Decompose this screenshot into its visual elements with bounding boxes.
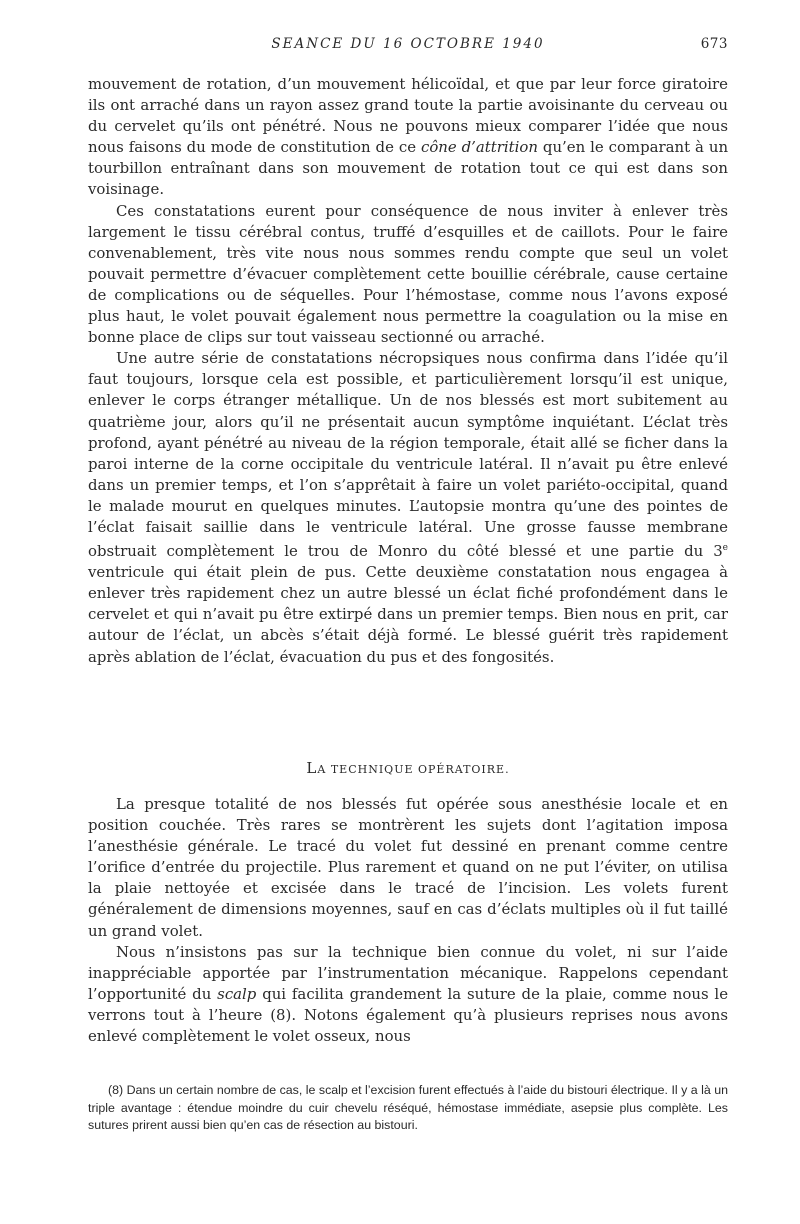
section-title-initial: L (306, 759, 318, 777)
page-number: 673 (700, 36, 728, 52)
footnote (88, 1082, 728, 1135)
header-title: SEANCE DU 16 OCTOBRE 1940 (271, 36, 545, 52)
italic-term: scalp (217, 984, 257, 1003)
paragraph-text: ventricule qui était plein de pus. Cette deuxième constatation nous engagea à enlever très rapidement chez un autre blessé un éclat fiché profondément dans le cervelet et qui n’avait pu être extirpé dans un premier temps. Bien nous en prit, car autour de l’éclat, un abcès s’était déjà formé. Le blessé guérit très rapidement après ablation de l’éclat, évacuation du pus et des fongosités. (88, 563, 728, 666)
paragraph: Ces constatations eurent pour conséquence de nous inviter à enlever très largement le tissu cérébral contus, truffé d’esquilles et de caillots. Pour le faire convenablement, très vite nous nous sommes rendu compte que seul un volet pouvait permettre d’évacuer complètement cette bouillie cérébrale, cause certaine de complications ou de séquelles. Pour l’hémostase, comme nous l’avons exposé plus haut, le volet pouvait également nous permettre la coagulation ou la mise en bonne place de clips sur tout vaisseau sectionné ou arraché. (88, 201, 728, 347)
running-header (88, 36, 728, 56)
paragraph-text: qui facilita grandement la suture de la plaie, comme nous le verrons tout à l’heure (8). Notons également qu’à plusieurs reprises nous avons enlevé complètement le volet osseux, nous (88, 984, 729, 1046)
italic-term: cône d’attrition (420, 138, 538, 157)
paragraph-text: Une autre série de constatations nécropsiques nous confirma dans l’idée qu’il faut toujours, lorsque cela est possible, et particulièrement lorsqu’il est unique, enlever le corps étranger métallique. Un de nos blessés est mort subitement au quatrième jour, alors qu’il ne présentait aucun symptôme inquiétant. L’éclat très profond, ayant pénétré au niveau de la région temporale, était allé se ficher dans la paroi interne de la corne occipitale du ventricule latéral. Il n’avait pu être enlevé dans un premier temps, et l’on s’apprêtait à faire un volet pariéto-occipital, quand le malade mourut en quelques minutes. L’autopsie montra qu’une des pointes de l’éclat faisait saillie dans le ventricule latéral. Une grosse fausse membrane obstruait complètement le trou de Monro du côté blessé et une partie du 3 (88, 349, 728, 561)
body-text-upper (88, 74, 728, 668)
paragraph-text: mouvement de rotation, d’un mouvement hélicoïdal, et que par leur force giratoire ils ont arraché dans un rayon assez grand toute la partie avoisinante du cerveau ou du cervelet qu’ils ont pénétré. Nous ne pouvons mieux comparer l’idée que nous nous faisons du mode de constitution de ce (88, 75, 728, 157)
section-title (88, 759, 728, 777)
paragraph-text: Nous n’insistons pas sur la technique bien connue du volet, ni sur l’aide inappréciable apportée par l’instrumentation mécanique. Rappelons cependant l’opportunité du (88, 942, 728, 1003)
section-title-rest: A TECHNIQUE OPÉRATOIRE. (317, 763, 510, 776)
footnote-text: (8) Dans un certain nombre de cas, le scalp et l’excision furent effectués à l’aide du bistouri électrique. Il y a là un triple avantage : étendue moindre du cuir chevelu réséqué, hémostase immédiate, asepsie plus complète. Les sutures prirent aussi bien qu’en cas de résection au bistouri. (88, 1083, 728, 1133)
paragraph (88, 348, 728, 667)
paragraph: La presque totalité de nos blessés fut opérée sous anesthésie locale et en position couchée. Très rares se montrèrent les sujets dont l’agitation imposa l’anesthésie générale. Le tracé du volet fut dessiné en prenant comme centre l’orifice d’entrée du projectile. Plus rarement et quand on ne put l’éviter, on utilisa la plaie nettoyée et excisée dans le tracé de l’incision. Les volets furent généralement de dimensions moyennes, sauf en cas d’éclats multiples où il fut taillé un grand volet. (88, 795, 728, 940)
paragraph-text: qu’en le comparant à un tourbillon entraînant dans son mouvement de rotation tout ce qui est dans son voisinage. (88, 138, 729, 199)
paragraph (88, 942, 728, 1047)
paragraph (88, 74, 728, 201)
superscript: e (722, 543, 728, 554)
body-text-lower (88, 794, 728, 1047)
